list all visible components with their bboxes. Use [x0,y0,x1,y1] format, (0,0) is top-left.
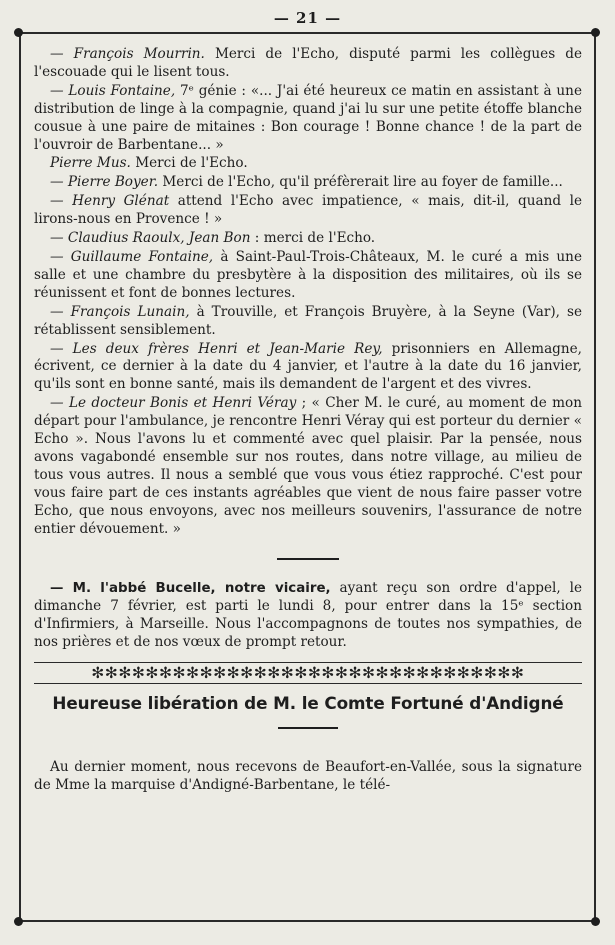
soldier-name: — Guillaume Fontaine, [50,248,214,265]
letter-text: à Saint-Paul-Trois-Châteaux, M. le curé a mis une salle et une chambre du presbytère à la disposition des militaires, où ils se réunissent et font de bonnes lectures. [34,248,582,301]
letter-paragraph [34,155,582,173]
soldier-name: — Louis Fontaine, [50,82,176,99]
letter-text: : merci de l'Echo. [250,230,376,247]
vicaire-text: ayant reçu son ordre d'appel, le dimanche 7 février, est parti le lundi 8, pour entrer dans la 15ᵉ section d'Infirmiers, à Marseille. Nous l'accompagnons de toutes nos sympathies, de nos prières et de nos vœux de prompt retour. [34,580,583,651]
article-body [34,46,582,796]
letter-paragraph [34,46,582,82]
vicaire-paragraph [34,580,582,652]
letter-text: prisonniers en Allemagne, écrivent, ce dernier à la date du 4 janvier, et l'autre à la date du 16 janvier, qu'ils sont en bonne santé, mais ils demandent de l'argent et des vivres. [34,340,582,393]
letter-paragraph [34,193,582,229]
section-divider [277,558,339,560]
letter-paragraph [34,230,582,248]
soldier-name: — François Mourrin. [50,46,205,62]
letter-text: 7ᵉ génie : «... J'ai été heureux ce matin en assistant à une distribution de linge à la compagnie, quand j'ai lu sur une petite étoffe blanche cousue à une paire de mitaines : Bon courage ! Bonne chance ! de la part de l'ouvroir de Barbentane... » [34,82,582,153]
ornamental-star-rule: ✻✻✻✻✻✻✻✻✻✻✻✻✻✻✻✻✻✻✻✻✻✻✻✻✻✻✻✻✻✻✻✻ [34,662,582,684]
letter-paragraph [34,395,582,538]
letter-text: à Trouville, et François Bruyère, à la Seyne (Var), se rétablissent sensiblement. [34,303,583,338]
letter-text: attend l'Echo avec impatience, « mais, dit-il, quand le lirons-nous en Provence ! » [34,193,582,228]
closing-paragraph: Au dernier moment, nous recevons de Beaufort-en-Vallée, sous la signature de Mme la marquise d'Andigné-Barbentane, le télé- [34,759,582,793]
soldier-name: Pierre Mus. [50,155,131,172]
corner-dot-ornament [14,28,23,37]
section-headline: Heureuse libération de M. le Comte Fortuné d'Andigné [52,693,564,714]
soldier-name: — Henry Glénat [50,193,170,210]
soldier-name: — Les deux frères Henri et Jean-Marie Rey, [50,340,383,357]
letter-text: ; « Cher M. le curé, au moment de mon départ pour l'ambulance, je rencontre Henri Véray qui est porteur du dernier « Echo ». Nous l'avons lu et commenté avec quel plaisir. Par la pensée, nous avons vagabondé ensemble sur nos routes, dans notre village, au milieu de tous vous autres. Il nous a semblé que vous vous étiez rapproché. C'est pour vous faire part de ces instants agréables que vient de nous faire passer votre Echo, que nous envoyons, avec nos meilleurs souvenirs, l'assurance de notre entier dévouement. » [34,395,582,537]
letter-paragraph [34,174,582,192]
soldier-name: — Le docteur Bonis et Henri Véray [50,395,297,412]
letter-paragraph [34,304,582,340]
letter-text: Merci de l'Echo, disputé parmi les collègues de l'escouade qui le lisent tous. [34,46,582,80]
letter-paragraph [34,83,582,155]
letter-paragraph [34,341,582,395]
section-divider [278,727,338,729]
corner-dot-ornament [14,917,23,926]
soldier-name: — Pierre Boyer. [50,174,159,191]
letter-text: Merci de l'Echo. [130,155,248,172]
page-number: — 21 — [273,9,342,27]
letter-text: Merci de l'Echo, qu'il préfèrerait lire au foyer de famille... [158,174,563,191]
letter-paragraph [34,249,582,303]
corner-dot-ornament [591,917,600,926]
corner-dot-ornament [591,28,600,37]
vicaire-lead: — M. l'abbé Bucelle, notre vicaire, [50,581,331,597]
soldier-name: — Claudius Raoulx, Jean Bon [50,230,251,247]
soldier-name: — François Lunain, [50,303,190,320]
